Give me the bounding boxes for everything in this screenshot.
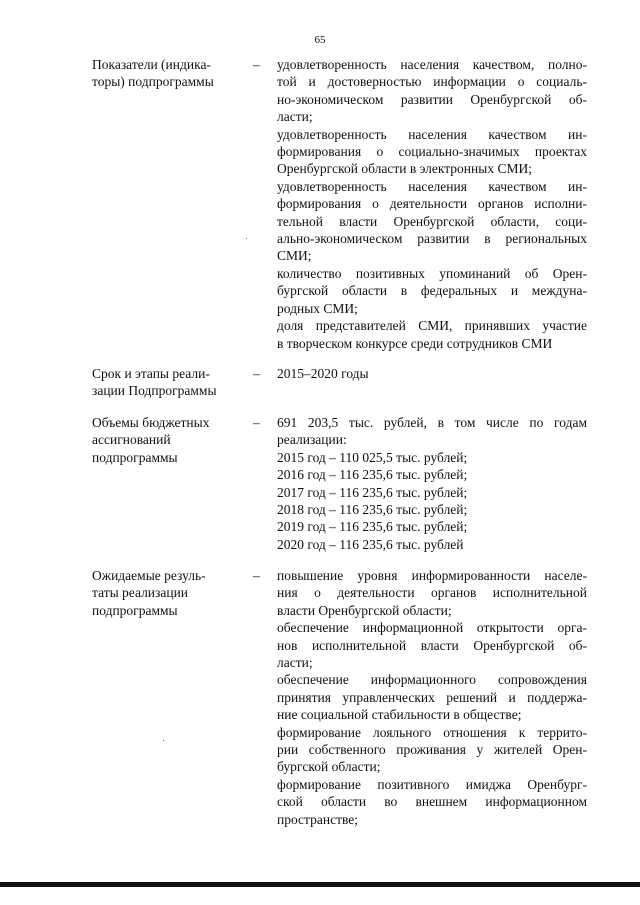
row-dash: –	[253, 57, 260, 72]
row-label: Объемы бюджетных ассигнований подпрограммы	[92, 415, 210, 465]
value-line: тельной власти Оренбургской области, соци-	[277, 213, 587, 229]
bottom-rule	[0, 882, 640, 887]
value-line: количество позитивных упоминаний об Орен-	[277, 265, 587, 281]
value-line: рии собственного проживания у жителей Орен-	[277, 742, 587, 758]
value-line: ально-экономическом развитии в региональных	[277, 231, 587, 247]
value-line: формирования о деятельности органов исполни-	[277, 196, 587, 212]
row-dash: –	[253, 415, 260, 430]
row-indicators	[92, 56, 592, 356]
row-dash: –	[253, 568, 260, 583]
value-line: принятия управленческих решений и поддержа-	[277, 689, 587, 705]
value-line: удовлетворенность населения качеством ин-	[277, 178, 587, 194]
value-line: той и достоверностью информации о социаль-	[277, 74, 587, 90]
value-line: удовлетворенность населения качеством, полно-	[277, 57, 587, 72]
value-line: реализации:	[277, 432, 347, 448]
value-line: ласти;	[277, 655, 313, 671]
value-line: обеспечение информационной открытости орга-	[277, 620, 587, 636]
page-number: 65	[314, 34, 326, 46]
value-line: 2017 год – 116 235,6 тыс. рублей;	[277, 484, 468, 500]
value-line: СМИ;	[277, 248, 312, 264]
value-line: нов исполнительной власти Оренбургской об-	[277, 637, 587, 653]
scan-speck	[163, 740, 164, 741]
value-line: обеспечение информационного сопровождения	[277, 672, 587, 688]
value-line: 2015–2020 годы	[277, 366, 369, 381]
row-value	[277, 414, 587, 553]
value-line: пространстве;	[277, 811, 359, 827]
scan-speck	[246, 238, 247, 239]
value-line: удовлетворенность населения качеством ин-	[277, 126, 587, 142]
value-line: 2015 год – 110 025,5 тыс. рублей;	[277, 449, 468, 465]
row-budget	[92, 414, 592, 559]
value-line: формирования о социально-значимых проектах	[277, 144, 587, 160]
row-value	[277, 567, 587, 828]
value-line: ской области во внешнем информационном	[277, 794, 587, 810]
value-line: бургской области;	[277, 759, 381, 775]
value-line: повышение уровня информированности населе-	[277, 568, 587, 583]
value-line: 2019 год – 116 235,6 тыс. рублей;	[277, 519, 468, 535]
row-label: Показатели (индика- торы) подпрограммы	[92, 57, 214, 90]
value-line: Оренбургской области в электронных СМИ;	[277, 161, 532, 177]
value-line: ние социальной стабильности в обществе;	[277, 707, 522, 723]
value-line: формирование позитивного имиджа Оренбург-	[277, 776, 587, 792]
row-dash: –	[253, 366, 260, 381]
value-line: формирование лояльного отношения к террито-	[277, 724, 587, 740]
value-line: 2018 год – 116 235,6 тыс. рублей;	[277, 502, 468, 518]
value-line: ния о деятельности органов исполнительной	[277, 585, 587, 601]
value-line: власти Оренбургской области;	[277, 602, 452, 618]
row-term	[92, 365, 592, 405]
row-value	[277, 365, 587, 382]
value-line: в творческом конкурсе среди сотрудников СМИ	[277, 335, 553, 351]
row-label: Срок и этапы реали- зации Подпрограммы	[92, 366, 217, 399]
value-line: 2020 год – 116 235,6 тыс. рублей	[277, 536, 464, 552]
value-line: бургской области в федеральных и междуна-	[277, 283, 587, 299]
row-results	[92, 567, 592, 837]
value-line: 2016 год – 116 235,6 тыс. рублей;	[277, 467, 468, 483]
value-line: родных СМИ;	[277, 300, 358, 316]
value-line: доля представителей СМИ, принявших участие	[277, 318, 587, 334]
value-line: ласти;	[277, 109, 313, 125]
row-label: Ожидаемые резуль- таты реализации подпрограммы	[92, 568, 206, 618]
value-line: 691 203,5 тыс. рублей, в том числе по годам	[277, 415, 587, 430]
row-value	[277, 56, 587, 352]
value-line: но-экономическом развитии Оренбургской об-	[277, 91, 587, 107]
